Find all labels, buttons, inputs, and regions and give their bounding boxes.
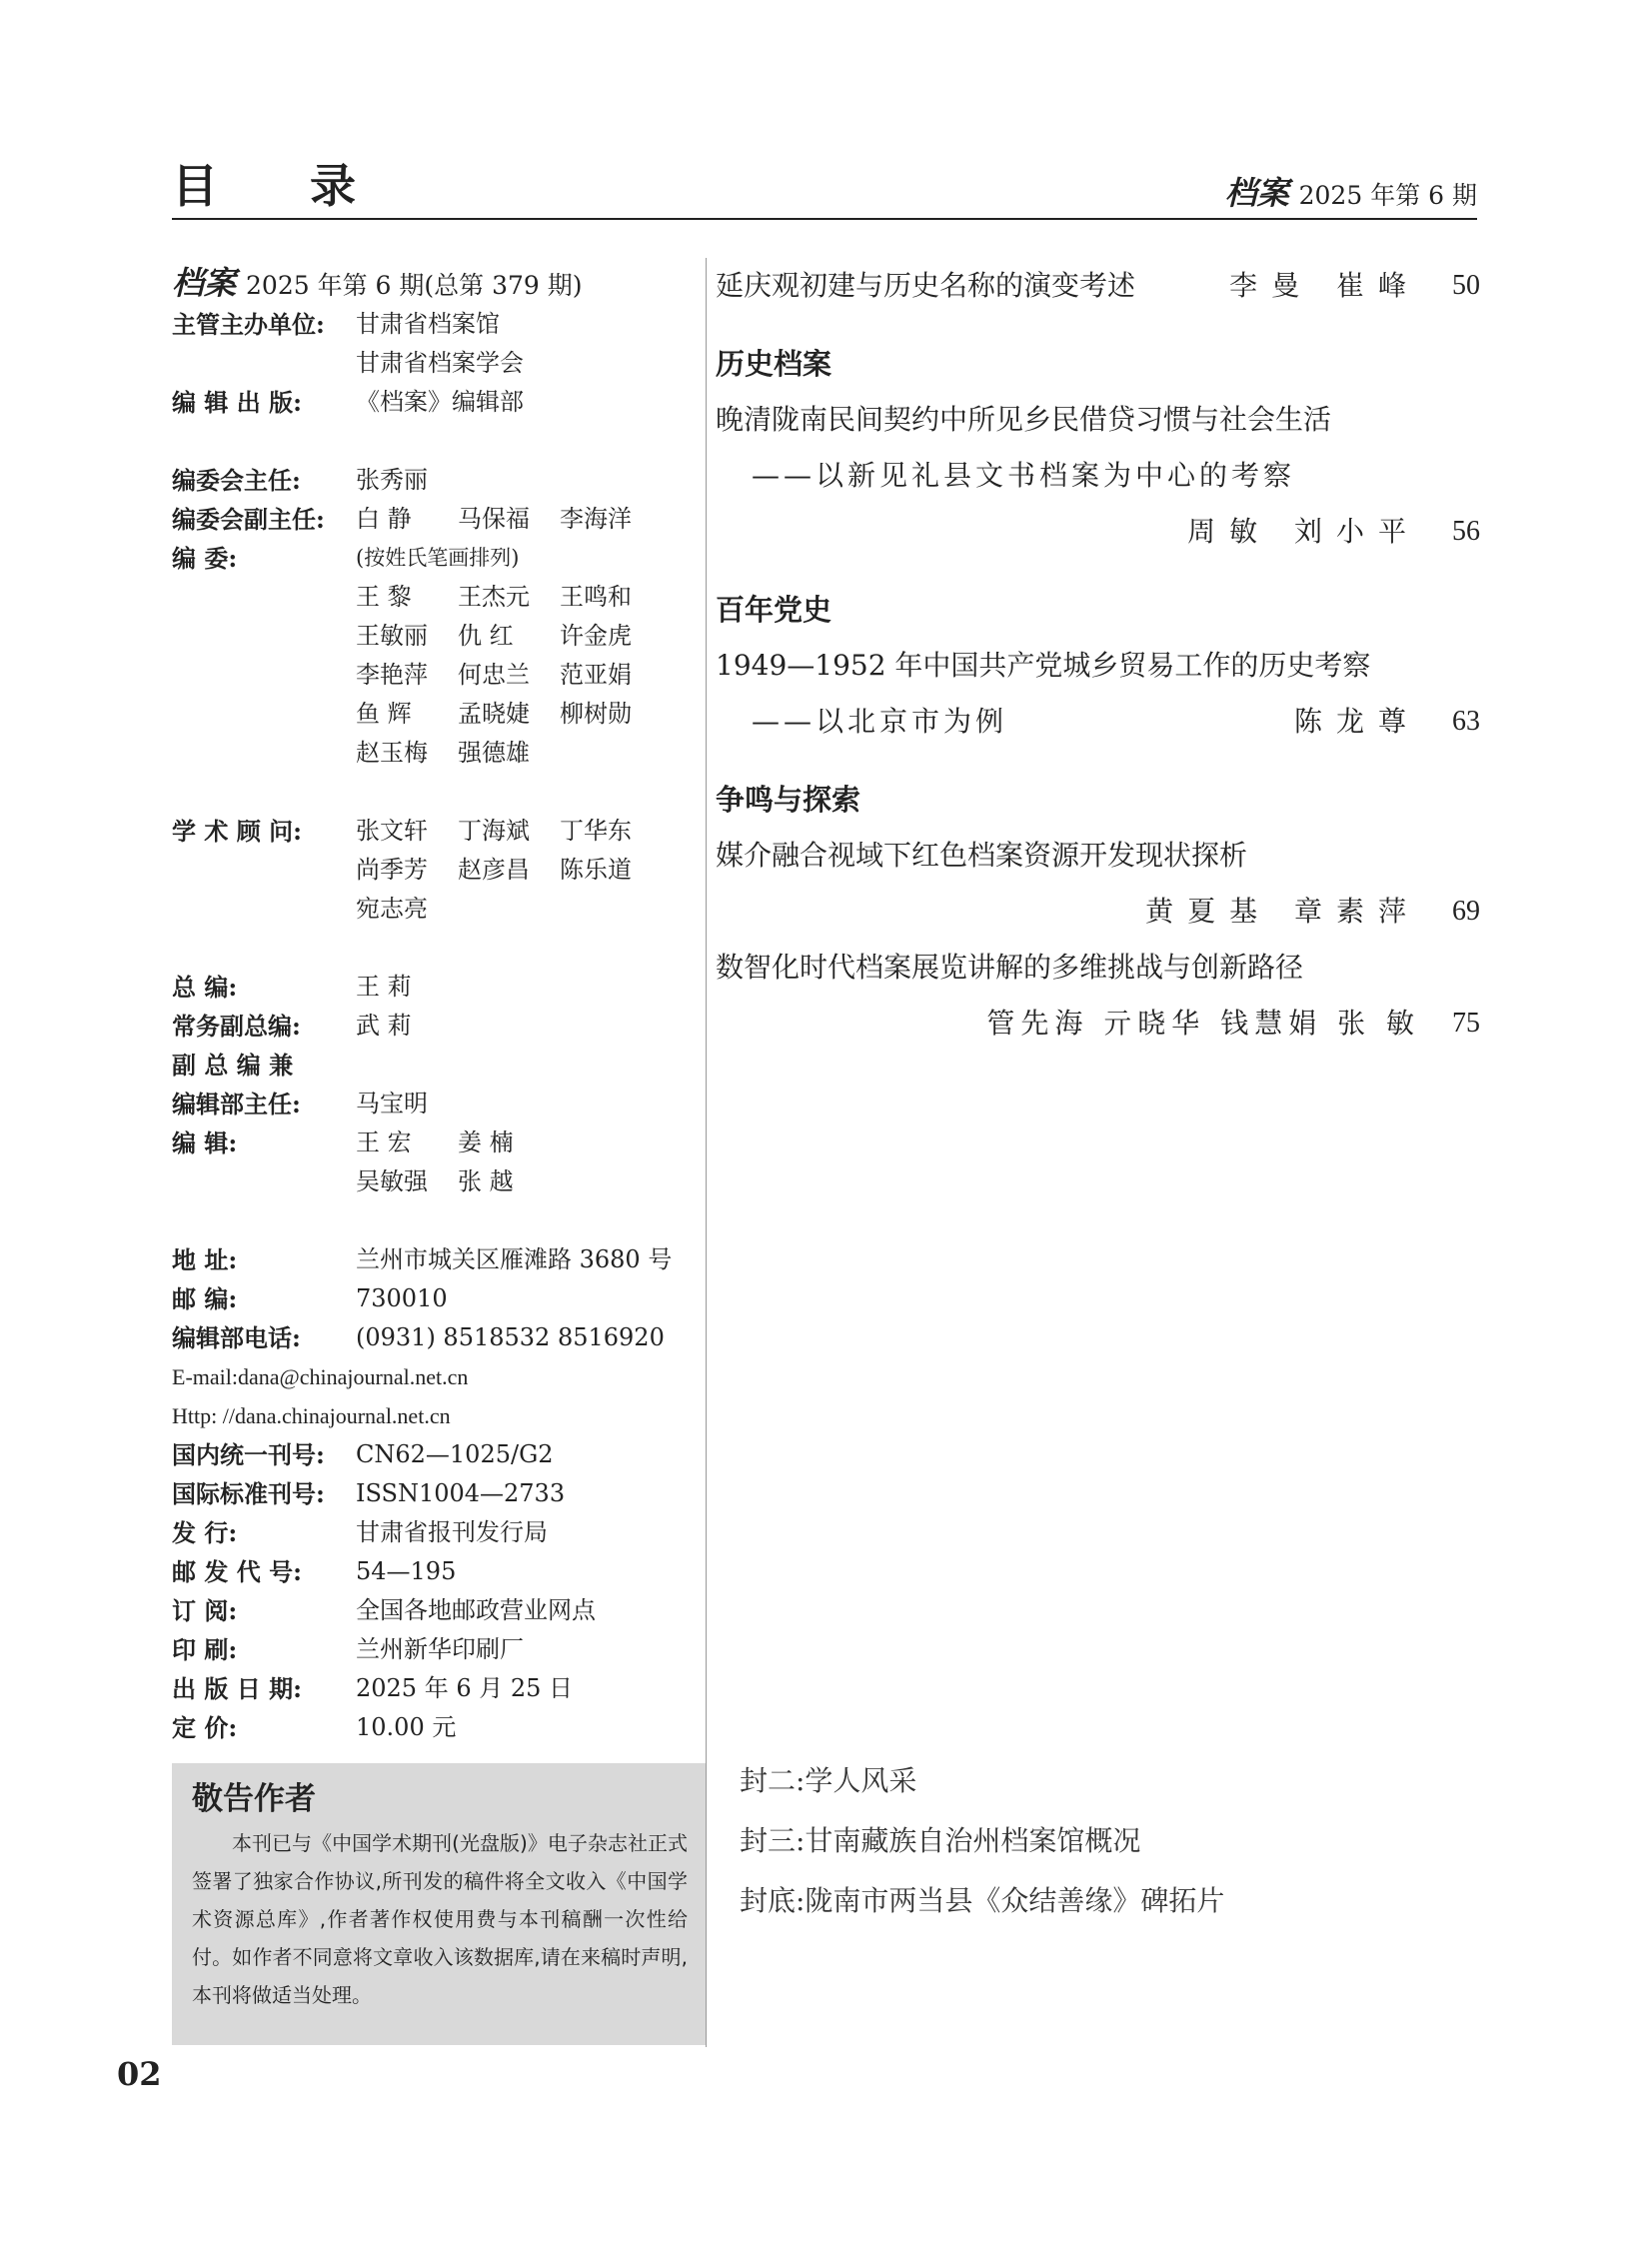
member-name: 强德雄 [458, 739, 530, 767]
website: Http: //dana.chinajournal.net.cn [172, 1403, 451, 1428]
zip-label: 邮 编: [172, 1284, 238, 1313]
exec-row [172, 1007, 702, 1046]
cn-number: CN62—1025/G2 [356, 1440, 554, 1468]
member-name: 许金虎 [560, 622, 632, 650]
article-title: 晚清陇南民间契约中所见乡民借贷习惯与社会生活 [716, 403, 1332, 436]
member-name: 王敏丽 [356, 622, 428, 650]
email-row [172, 1357, 702, 1396]
office-director: 马宝明 [356, 1090, 428, 1118]
postcode-label: 邮 发 代 号: [172, 1557, 302, 1586]
toc-entry[interactable] [716, 392, 1480, 448]
sub-row [172, 1591, 702, 1630]
member-name: 王杰元 [458, 583, 530, 611]
section-heading: 百年党史 [716, 593, 832, 627]
vice-name: 马保福 [458, 505, 530, 533]
sub-label: 订 阅: [172, 1596, 238, 1625]
address: 兰州市城关区雁滩路 3680 号 [356, 1245, 673, 1273]
toc-subtitle-line [716, 694, 1480, 750]
member-name: 范亚娟 [560, 661, 632, 689]
section-heading: 历史档案 [716, 347, 832, 381]
advisor-name: 尚季芳 [356, 856, 428, 884]
toc-entry[interactable] [716, 940, 1480, 996]
back-cover: 封底:陇南市两当县《众结善缘》碑拓片 [740, 1884, 1225, 1917]
zip-row [172, 1279, 702, 1318]
header-rule [172, 218, 1477, 220]
subscription: 全国各地邮政营业网点 [356, 1596, 596, 1624]
article-authors: 管先海 亓晓华 钱慧娟 张 敏 [986, 1007, 1420, 1040]
member-name: 李艳萍 [356, 661, 428, 689]
toc-entry[interactable] [716, 638, 1480, 694]
editor-label: 总 编: [172, 973, 238, 1002]
header-brand: 档案 [1224, 174, 1289, 212]
chair-row [172, 461, 702, 500]
page-number: 50 [1452, 270, 1480, 301]
editor-name: 姜 楠 [458, 1128, 514, 1156]
section-heading: 争鸣与探索 [716, 783, 861, 817]
dist-row [172, 1513, 702, 1552]
phone-label: 编辑部电话: [172, 1323, 301, 1352]
masthead-issue [172, 264, 702, 305]
print-row [172, 1630, 702, 1669]
issn-label: 国际标准刊号: [172, 1479, 325, 1508]
exec-editor: 武 莉 [356, 1012, 412, 1040]
article-title: 数智化时代档案展览讲解的多维挑战与创新路径 [716, 951, 1304, 984]
editor-name: 张 越 [458, 1167, 514, 1195]
deputy-label: 副 总 编 兼 [172, 1051, 294, 1080]
advisor-name: 丁海斌 [458, 817, 530, 845]
header-issue [1225, 168, 1477, 214]
advisor-name: 张文轩 [356, 817, 428, 845]
cover-3: 封三:甘南藏族自治州档案馆概况 [740, 1824, 1141, 1857]
office-label: 编辑部主任: [172, 1090, 301, 1119]
page-number-footer: 02 [117, 2055, 162, 2093]
article-title: 媒介融合视域下红色档案资源开发现状探析 [716, 839, 1248, 872]
phone-row [172, 1318, 702, 1357]
chair: 张秀丽 [356, 466, 428, 494]
price-label: 定 价: [172, 1713, 238, 1742]
address-row [172, 1240, 702, 1279]
table-of-contents [716, 258, 1480, 1052]
article-title: 延庆观初建与历史名称的演变考述 [716, 269, 1136, 302]
distributor: 甘肃省报刊发行局 [356, 1518, 548, 1546]
vice-name: 李海洋 [560, 505, 632, 533]
toc-authors-line [716, 884, 1480, 940]
article-title: 1949—1952 年中国共产党城乡贸易工作的历史考察 [716, 649, 1371, 682]
advisor-name: 宛志亮 [356, 895, 428, 923]
vice-label: 编委会副主任: [172, 505, 325, 534]
page-title [172, 150, 358, 216]
member-name: 柳树勋 [560, 700, 632, 728]
toc-entry[interactable] [716, 258, 1480, 314]
issn-row [172, 1474, 702, 1513]
page-number: 75 [1452, 1008, 1480, 1039]
editor-name: 吴敏强 [356, 1167, 428, 1195]
member-name: 鱼 辉 [356, 700, 412, 728]
price-row [172, 1708, 702, 1747]
advisors-label: 学 术 顾 问: [172, 817, 302, 846]
notice-box [172, 1763, 706, 2045]
sponsor-row [172, 305, 702, 344]
phone: (0931) 8518532 8516920 [356, 1323, 665, 1351]
pub-date: 2025 年 6 月 25 日 [356, 1674, 574, 1702]
date-row [172, 1669, 702, 1708]
editors-label: 编 辑: [172, 1128, 238, 1157]
page-number: 56 [1452, 516, 1480, 547]
email: E-mail:dana@chinajournal.net.cn [172, 1364, 469, 1389]
article-subtitle: ——以新见礼县文书档案为中心的考察 [752, 459, 1296, 492]
advisor-name: 赵彦昌 [458, 856, 530, 884]
deputy-row [172, 1046, 702, 1085]
advisors-row [172, 812, 702, 929]
advisor-name: 陈乐道 [560, 856, 632, 884]
editor: 王 莉 [356, 973, 412, 1001]
masthead [172, 264, 702, 1747]
chair-label: 编委会主任: [172, 466, 301, 495]
article-authors: 李曼 崔峰 [1229, 269, 1420, 302]
editor-name: 王 宏 [356, 1128, 412, 1156]
price: 10.00 元 [356, 1713, 457, 1741]
article-subtitle: ——以北京市为例 [752, 705, 1008, 738]
exec-label: 常务副总编: [172, 1012, 301, 1041]
sponsor-1: 甘肃省档案馆 [356, 310, 500, 338]
toc-entry[interactable] [716, 828, 1480, 884]
article-authors: 陈龙尊 [1293, 705, 1420, 738]
cn-row [172, 1435, 702, 1474]
publisher-row [172, 383, 702, 422]
office-row [172, 1085, 702, 1123]
dist-label: 发 行: [172, 1518, 238, 1547]
notice-title: 敬告作者 [192, 1781, 316, 1817]
members-note: (按姓氏笔画排列) [356, 546, 520, 570]
blank-label [172, 344, 356, 383]
blank-label [172, 578, 356, 773]
member-name: 孟晓婕 [458, 700, 530, 728]
member-name: 仇 红 [458, 622, 514, 650]
page-number: 63 [1452, 706, 1480, 737]
member-name: 赵玉梅 [356, 739, 428, 767]
editors-row [172, 1123, 702, 1201]
member-name: 王 黎 [356, 583, 412, 611]
members-label: 编 委: [172, 544, 238, 573]
sponsor-label: 主管主办单位: [172, 310, 325, 339]
cover-notes [740, 1751, 1224, 1931]
member-name: 王鸣和 [560, 583, 632, 611]
header-issue-text: 2025 年第 6 期 [1298, 181, 1477, 210]
notice-body: 本刊已与《中国学术期刊(光盘版)》电子杂志社正式签署了独家合作协议,所刊发的稿件将全文收入《中国学术资源总库》,作者著作权使用费与本刊稿酬一次性给付。如作者不同意将文章收入该数据库,请在来稿时声明,本刊将做适当处理。 [192, 1831, 688, 2007]
toc-authors-line [716, 504, 1480, 560]
vice-row [172, 500, 702, 539]
publisher-label: 编 辑 出 版: [172, 388, 302, 417]
page-number: 69 [1452, 896, 1480, 927]
article-authors: 周敏 刘小平 [1187, 515, 1420, 548]
vice-name: 白 静 [356, 505, 412, 533]
title-char-2: 录 [310, 159, 358, 213]
postcode: 54—195 [356, 1557, 457, 1585]
zip: 730010 [356, 1284, 448, 1312]
date-label: 出 版 日 期: [172, 1674, 302, 1703]
column-divider [706, 258, 707, 2047]
http-row [172, 1396, 702, 1435]
advisor-name: 丁华东 [560, 817, 632, 845]
printer: 兰州新华印刷厂 [356, 1635, 524, 1663]
editor-row [172, 968, 702, 1007]
member-name: 何忠兰 [458, 661, 530, 689]
members-list [172, 578, 702, 773]
cn-label: 国内统一刊号: [172, 1440, 325, 1469]
issn-number: ISSN1004—2733 [356, 1479, 566, 1507]
print-label: 印 刷: [172, 1635, 238, 1664]
postcode-row [172, 1552, 702, 1591]
address-label: 地 址: [172, 1245, 238, 1274]
sponsor-2: 甘肃省档案学会 [356, 349, 524, 377]
publisher: 《档案》编辑部 [356, 388, 524, 416]
masthead-brand: 档案 [172, 264, 237, 302]
members-row [172, 539, 702, 578]
title-char-1: 目 [172, 159, 220, 213]
cover-2: 封二:学人风采 [740, 1764, 917, 1797]
masthead-issue-text: 2025 年第 6 期(总第 379 期) [246, 271, 583, 300]
article-authors: 黄夏基 章素萍 [1145, 895, 1420, 928]
sponsor-row-2 [172, 344, 702, 383]
toc-authors-line [716, 996, 1480, 1052]
